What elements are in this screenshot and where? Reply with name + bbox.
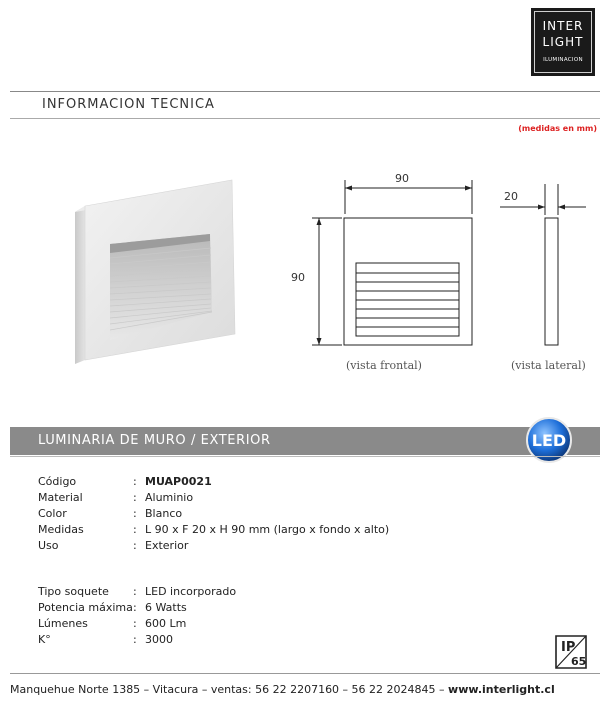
spec-value: Exterior <box>145 539 189 552</box>
spec-value: MUAP0021 <box>145 475 212 488</box>
spec-value: Aluminio <box>145 491 194 504</box>
spec-label: Material <box>38 491 83 504</box>
ip-badge-top: IP <box>561 640 576 655</box>
spec-value: 6 Watts <box>145 601 187 614</box>
footer <box>10 683 555 696</box>
logo-line-3: ILUMINACION <box>543 57 583 63</box>
spec-row: Tipo soquete : LED incorporado <box>38 585 237 598</box>
spec-row: Material : Aluminio <box>38 491 194 504</box>
front-view-label: (vista frontal) <box>346 359 422 372</box>
spec-list <box>0 474 615 556</box>
spec-value: LED incorporado <box>145 585 237 598</box>
spec-value: 3000 <box>145 633 173 646</box>
spec-row: Uso : Exterior <box>38 539 189 552</box>
technical-drawing <box>300 170 600 355</box>
ip65-icon <box>552 634 590 670</box>
product-category-title: LUMINARIA DE MURO / EXTERIOR <box>38 433 271 448</box>
spec-row: Lúmenes : 600 Lm <box>38 617 187 630</box>
spec-label: Medidas <box>38 523 84 536</box>
spec-label: Color <box>38 507 67 520</box>
spec-label: Potencia máxima <box>38 601 133 614</box>
side-view-label: (vista lateral) <box>511 359 586 372</box>
spec-label: Código <box>38 475 77 488</box>
units-note: (medidas en mm) <box>518 124 597 133</box>
divider-top <box>10 91 600 92</box>
divider-footer <box>10 673 600 674</box>
spec-label: Lúmenes <box>38 617 88 630</box>
product-image <box>70 178 245 368</box>
ip-badge-bottom: 65 <box>571 655 587 668</box>
depth-dimension-label: 20 <box>504 190 518 203</box>
led-badge-text: LED <box>531 431 567 450</box>
footer-website-link[interactable]: www.interlight.cl <box>448 683 555 696</box>
spec-row: Potencia máxima : 6 Watts <box>38 601 187 614</box>
spec-value: 600 Lm <box>145 617 187 630</box>
spec-list-electrical <box>0 584 615 650</box>
section-title: INFORMACION TECNICA <box>42 97 215 112</box>
spec-row: K° : 3000 <box>38 633 173 646</box>
logo-line-1: INTER <box>542 19 584 33</box>
spec-label: K° <box>38 633 51 646</box>
spec-value: Blanco <box>145 507 183 520</box>
spec-value: L 90 x F 20 x H 90 mm (largo x fondo x alto) <box>145 523 390 536</box>
divider-title <box>10 118 600 119</box>
divider-band <box>10 456 600 457</box>
spec-label: Tipo soquete <box>38 585 109 598</box>
spec-row: Código : MUAP0021 <box>38 475 212 488</box>
spec-row: Color : Blanco <box>38 507 183 520</box>
height-dimension-label: 90 <box>291 271 305 284</box>
footer-address: Manquehue Norte 1385 – Vitacura – ventas: 56 22 2207160 – 56 22 2024845 – <box>10 683 449 696</box>
brand-logo <box>531 8 595 76</box>
spec-row: Medidas : L 90 x F 20 x H 90 mm (largo x fondo x alto) <box>38 523 390 536</box>
logo-line-2: LIGHT <box>542 35 584 49</box>
width-dimension-label: 90 <box>395 172 409 185</box>
spec-label: Uso <box>38 539 59 552</box>
